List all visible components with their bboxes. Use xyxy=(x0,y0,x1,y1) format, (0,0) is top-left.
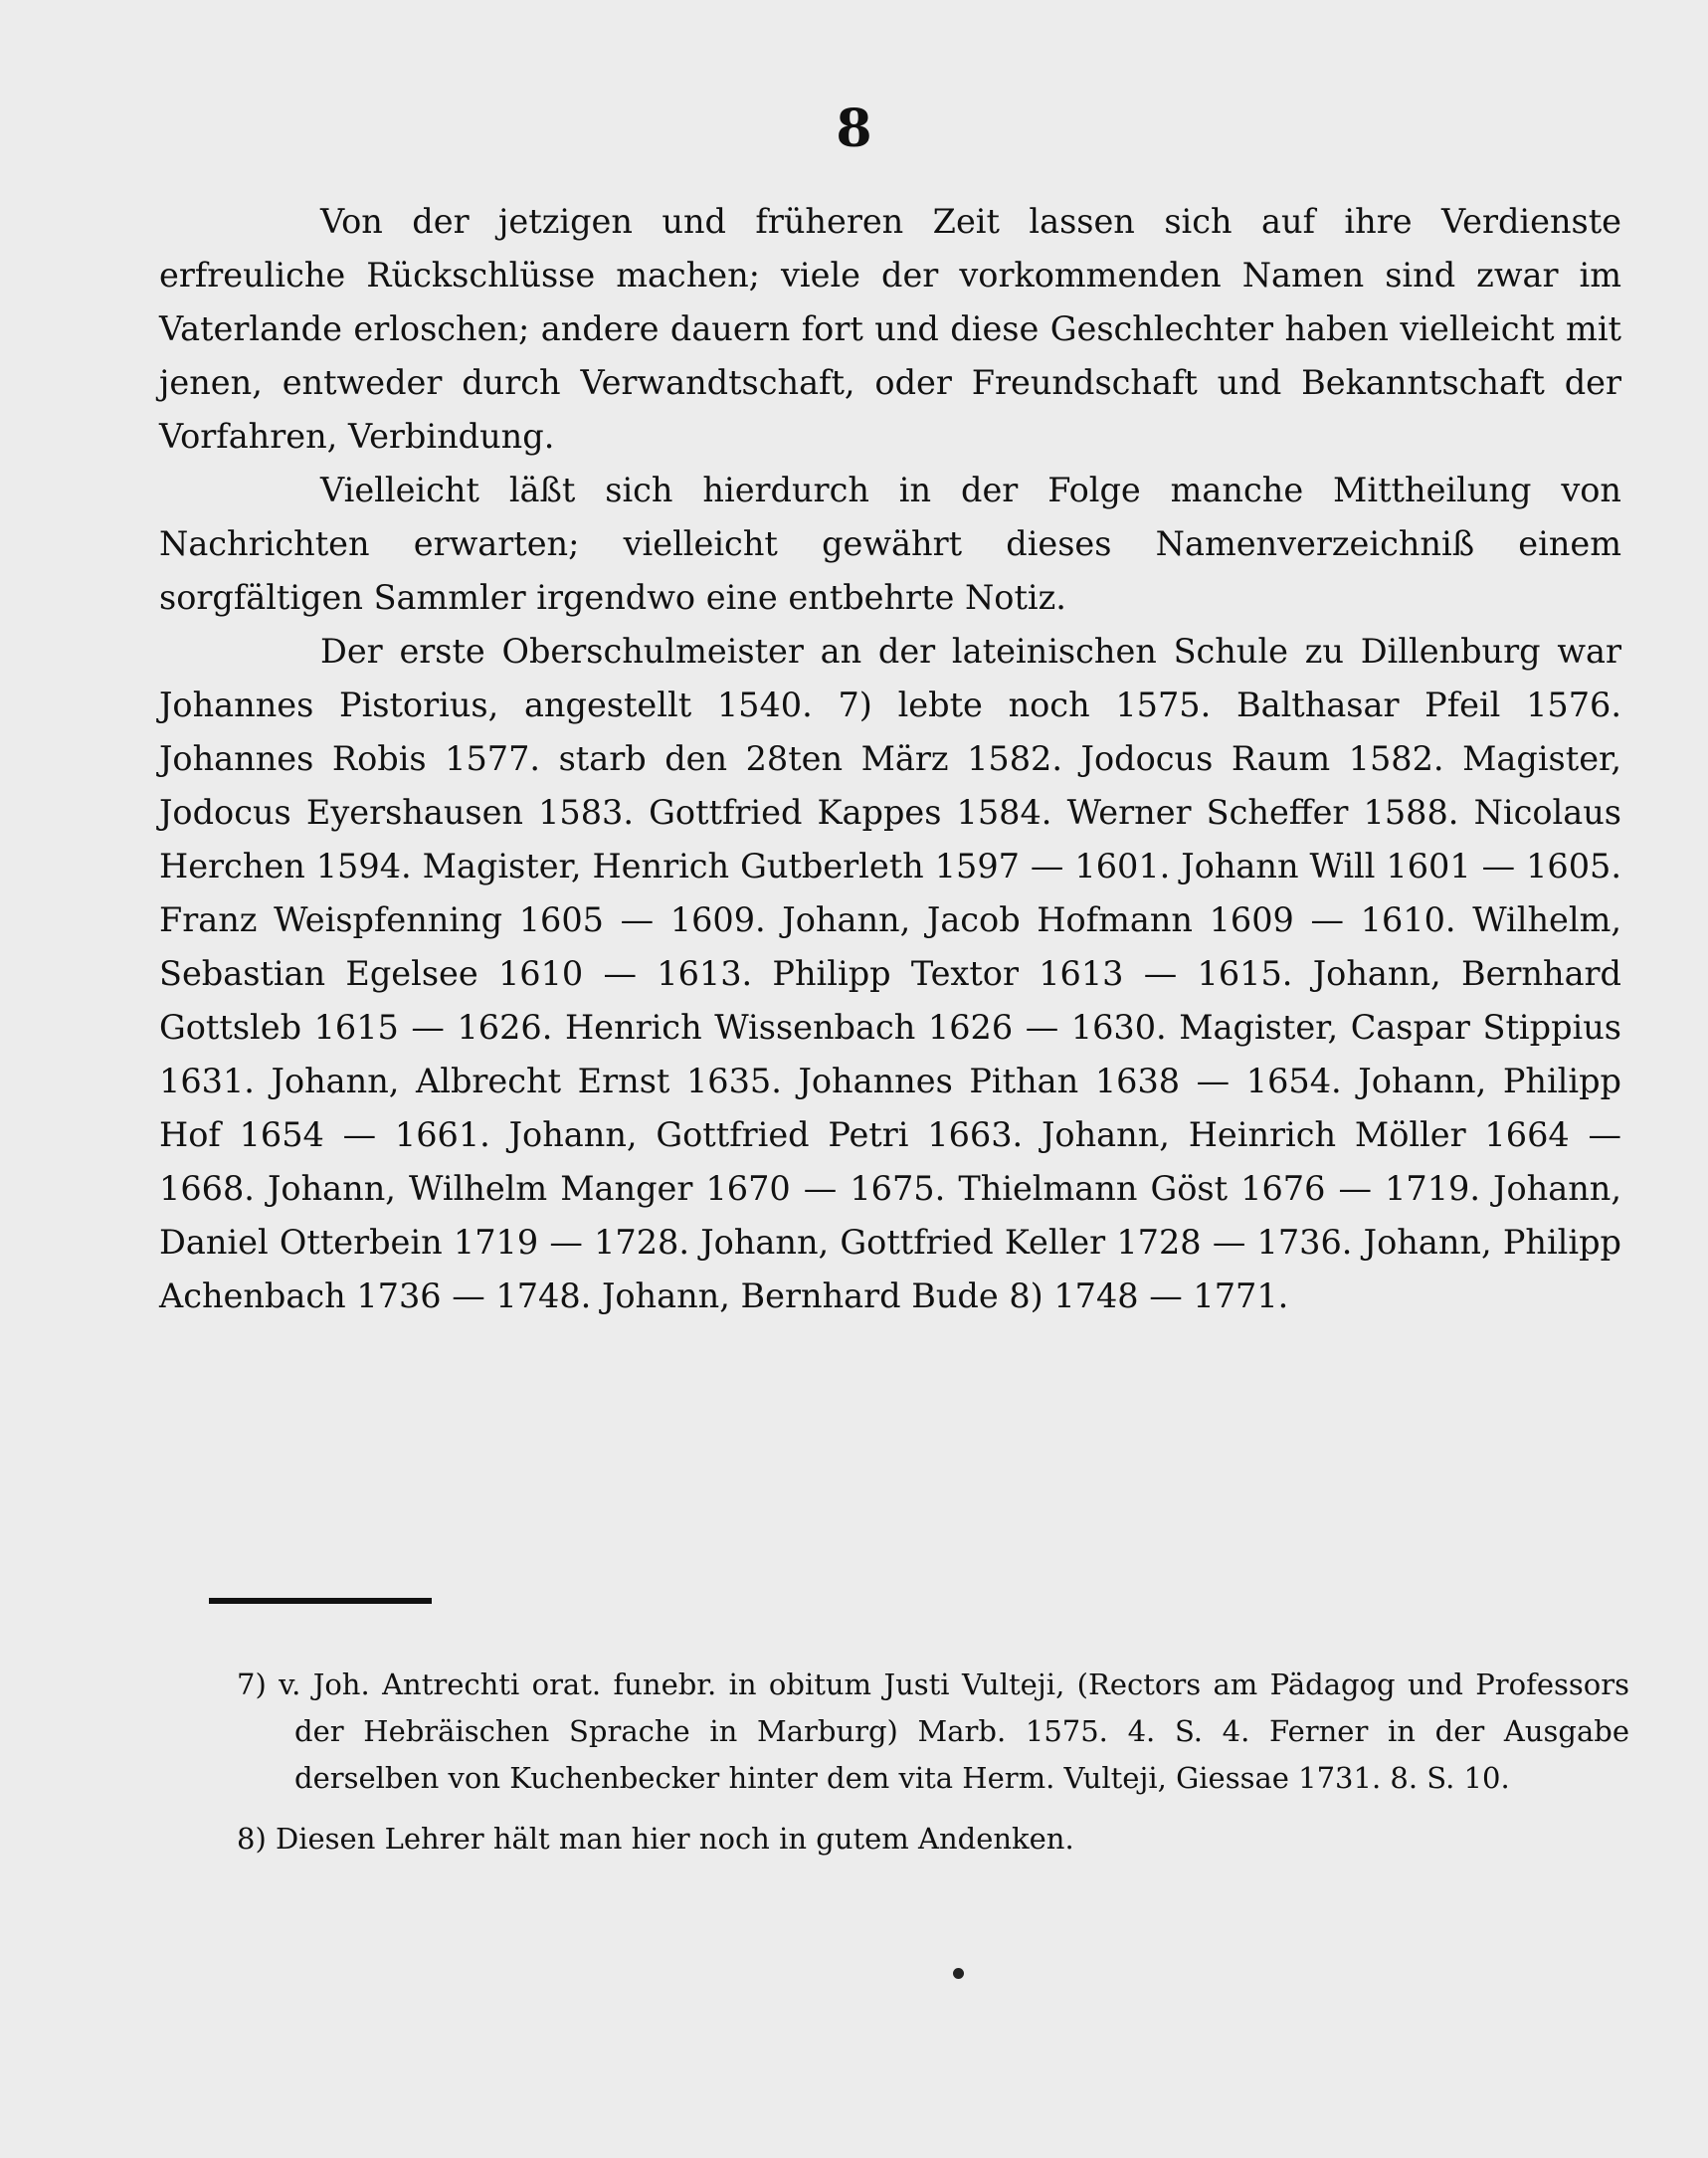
ink-dot-mark xyxy=(953,1968,964,1979)
footnote-7: 7) v. Joh. Antrechti orat. funebr. in obitum Justi Vulteji, (Rectors am Pädagog und Professors der Hebräischen Sprache in Marburg) Marb. 1575. 4. S. 4. Ferner in der Ausgabe derselben von Kuchenbecker hinter dem vita Herm. Vulteji, Giessae 1731. 8. S. 10. xyxy=(237,1668,1629,1795)
page-number: 8 xyxy=(836,98,872,159)
paragraph-hope: Vielleicht läßt sich hierdurch in der Folge manche Mittheilung von Nachrichten erwarten; vielleicht gewährt dieses Namenverzeichniß einem sorgfältigen Sammler irgendwo eine entbehrte Notiz. xyxy=(159,471,1621,617)
footnote-separator xyxy=(209,1598,432,1604)
main-text xyxy=(159,195,1621,1323)
footnotes xyxy=(237,1662,1629,1876)
paragraph-schoolmasters: Der erste Oberschulmeister an der lateinischen Schule zu Dillenburg war Johannes Pistorius, angestellt 1540. 7) lebte noch 1575. Balthasar Pfeil 1576. Johannes Robis 1577. starb den 28ten März 1582. Jodocus Raum 1582. Magister, Jodocus Eyershausen 1583. Gottfried Kappes 1584. Werner Scheffer 1588. Nicolaus Herchen 1594. Magister, Henrich Gutberleth 1597 — 1601. Johann Will 1601 — 1605. Franz Weispfenning 1605 — 1609. Johann, Jacob Hofmann 1609 — 1610. Wilhelm, Sebastian Egelsee 1610 — 1613. Philipp Textor 1613 — 1615. Johann, Bernhard Gottsleb 1615 — 1626. Henrich Wissenbach 1626 — 1630. Magister, Caspar Stippius 1631. Johann, Albrecht Ernst 1635. Johannes Pithan 1638 — 1654. Johann, Philipp Hof 1654 — 1661. Johann, Gottfried Petri 1663. Johann, Heinrich Möller 1664 — 1668. Johann, Wilhelm Manger 1670 — 1675. Thielmann Göst 1676 — 1719. Johann, Daniel Otterbein 1719 — 1728. Johann, Gottfried Keller 1728 — 1736. Johann, Philipp Achenbach 1736 — 1748. Johann, Bernhard Bude 8) 1748 — 1771. xyxy=(159,632,1621,1315)
footnote-8: 8) Diesen Lehrer hält man hier noch in gutem Andenken. xyxy=(237,1822,1074,1856)
paragraph-merits: Von der jetzigen und früheren Zeit lassen sich auf ihre Verdienste erfreuliche Rückschlüsse machen; viele der vorkommenden Namen sind zwar im Vaterlande erloschen; andere dauern fort und diese Geschlechter haben vielleicht mit jenen, entweder durch Verwandtschaft, oder Freundschaft und Bekanntschaft der Vorfahren, Verbindung. xyxy=(159,202,1621,456)
